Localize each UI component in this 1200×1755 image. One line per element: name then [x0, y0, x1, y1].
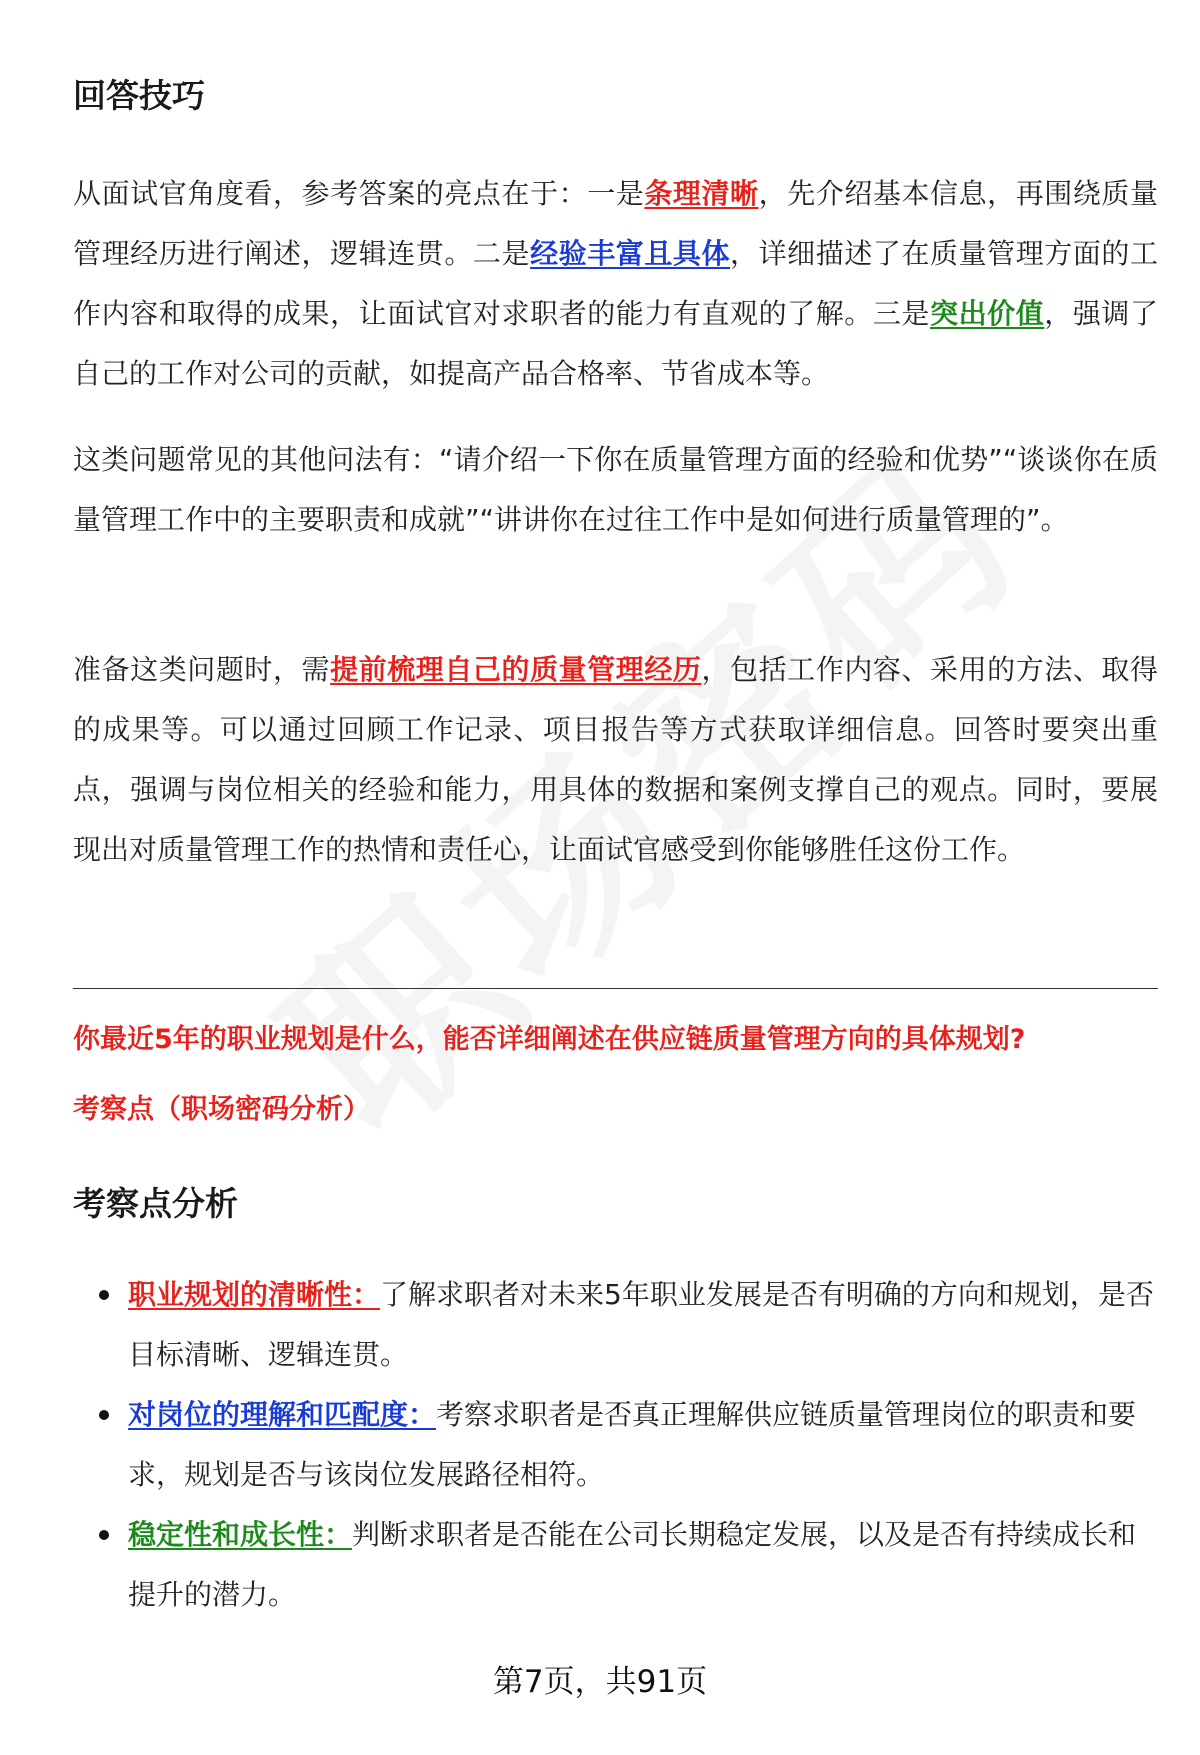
list-item [73, 1265, 1158, 1385]
point-label: 对岗位的理解和匹配度： [128, 1398, 437, 1431]
list-item [73, 1385, 1158, 1505]
point-label: 职业规划的清晰性： [128, 1278, 381, 1311]
text: 从面试官角度看，参考答案的亮点在于：一是 [73, 177, 645, 210]
text: 准备这类问题时，需 [73, 653, 331, 686]
text: ，详细描述了在质量管理方面的工作内容和取得的成果，让面试官对求职者的能力有直观的了解。三是 [73, 237, 1158, 330]
point-label: 稳定性和成长性： [128, 1518, 353, 1551]
bullet-icon [99, 1410, 109, 1420]
analysis-list [73, 1265, 1158, 1625]
bullet-icon [99, 1530, 109, 1540]
list-item [73, 1505, 1158, 1625]
probe-title: 考察点（职场密码分析） [73, 1094, 370, 1125]
highlight-clear-logic: 条理清晰 [644, 177, 759, 210]
point-text: 了解求职者对未来5年职业发展是否有明确的方向和规划，是否目标清晰、逻辑连贯。 [128, 1278, 1154, 1371]
paragraph-other-questions: 这类问题常见的其他问法有：“请介绍一下你在质量管理方面的经验和优势”“谈谈你在质量管理工作中的主要职责和成就”“讲讲你在过往工作中是如何进行质量管理的”。 [73, 443, 1158, 536]
paragraph-highlights [73, 164, 1158, 404]
section-title-analysis: 考察点分析 [73, 1184, 238, 1223]
text: ，包括工作内容、采用的方法、取得的成果等。可以通过回顾工作记录、项目报告等方式获取详细信息。回答时要突出重点，强调与岗位相关的经验和能力，用具体的数据和案例支撑自己的观点。同时，要展现出对质量管理工作的热情和责任心，让面试官感受到你能够胜任这份工作。 [73, 653, 1158, 866]
page-number: 第7页，共91页 [492, 1664, 708, 1700]
paragraph-preparation [73, 640, 1158, 880]
text: ，先介绍基本信息，再围绕质量管理经历进行阐述，逻辑连贯。二是 [73, 177, 1158, 270]
question-title: 你最近5年的职业规划是什么，能否详细阐述在供应链质量管理方向的具体规划? [73, 1024, 1026, 1055]
divider [73, 988, 1158, 989]
highlight-rich-experience: 经验丰富且具体 [530, 237, 731, 270]
point-text: 考察求职者是否真正理解供应链质量管理岗位的职责和要求，规划是否与该岗位发展路径相符。 [128, 1398, 1137, 1491]
bullet-icon [99, 1290, 109, 1300]
section-title-skills: 回答技巧 [73, 76, 205, 115]
highlight-value: 突出价值 [930, 297, 1045, 330]
highlight-prepare: 提前梳理自己的质量管理经历 [330, 653, 702, 686]
text: ，强调了自己的工作对公司的贡献，如提高产品合格率、节省成本等。 [73, 297, 1158, 390]
point-text: 判断求职者是否能在公司长期稳定发展，以及是否有持续成长和提升的潜力。 [128, 1518, 1137, 1611]
